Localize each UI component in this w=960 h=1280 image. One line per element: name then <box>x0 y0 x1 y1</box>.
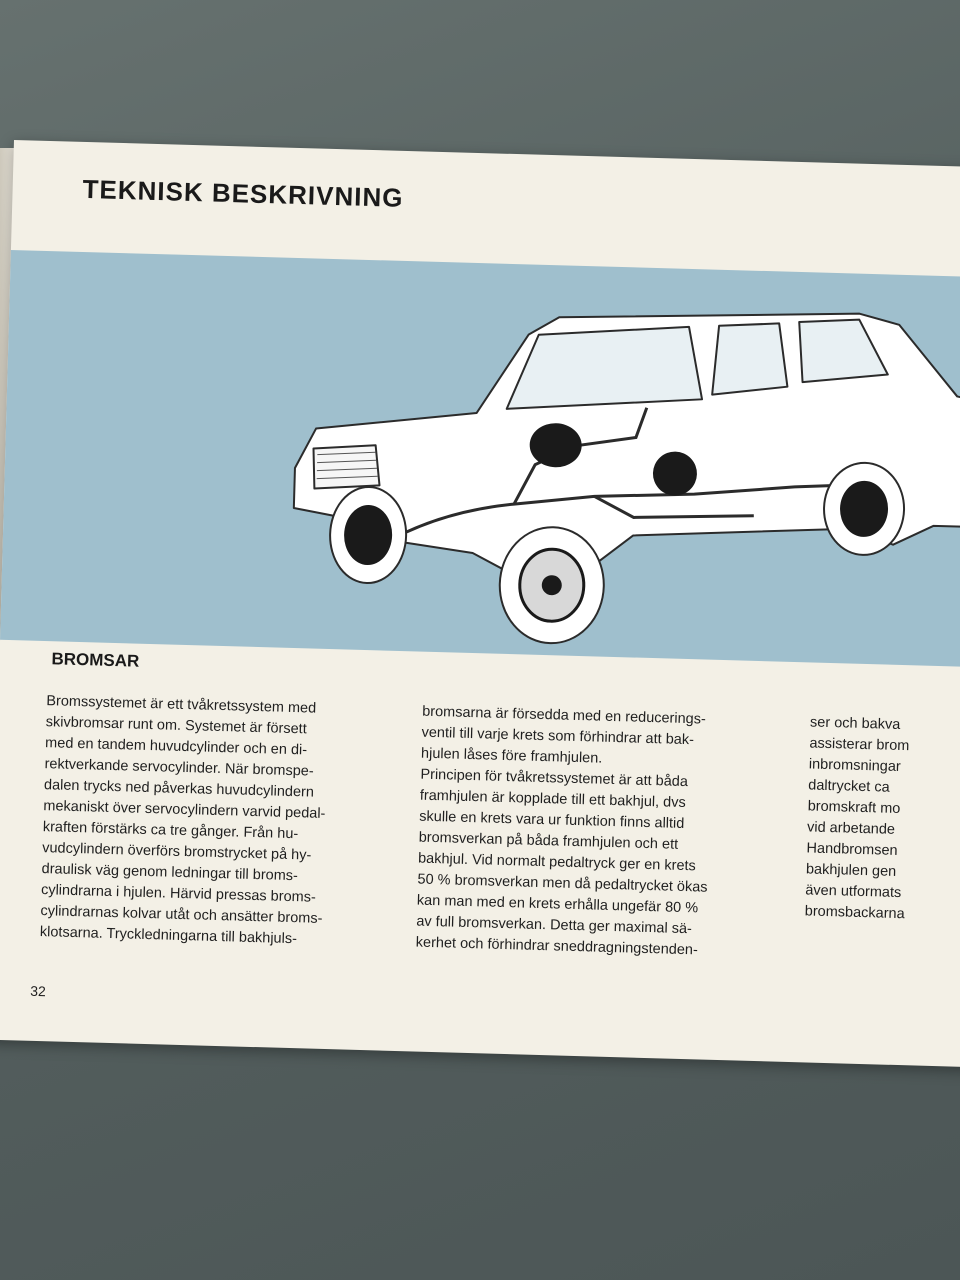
text-line: kraften förstärks ca tre gånger. Från hu- <box>42 819 299 843</box>
text-line: rektverkande servocylinder. När bromspe- <box>44 756 314 780</box>
booklet-page <box>0 140 960 1068</box>
text-line: kan man med en krets erhålla ungefär 80 % <box>416 892 699 917</box>
text-line: vudcylindern överförs bromstrycket på hy- <box>42 840 312 864</box>
car-brake-illustration <box>0 250 960 668</box>
text-line: Bromssystemet är ett tvåkretssystem med <box>46 693 317 717</box>
text-line: framhjulen är kopplade till ett bakhjul, dvs <box>419 787 686 812</box>
page-title: TEKNISK BESKRIVNING <box>82 173 404 213</box>
text-line: hjulen låses före framhjulen. <box>420 745 603 767</box>
text-line: skulle en krets vara ur funktion finns alltid <box>419 808 685 832</box>
text-line: bakhjulen gen <box>805 861 897 880</box>
text-line: bromsverkan på båda framhjulen och ett <box>418 829 679 853</box>
text-line: ser och bakva <box>809 714 901 733</box>
text-line: bromsarna är försedda med en reducerings- <box>421 703 707 728</box>
text-line: 50 % bromsverkan men då pedaltrycket ökas <box>417 871 708 896</box>
text-line: av full bromsverkan. Detta ger maximal sä- <box>416 913 693 938</box>
text-line: kerhet och förhindrar sneddragningstenden- <box>415 934 699 959</box>
text-line: Handbromsen <box>806 840 898 859</box>
text-line: med en tandem huvudcylinder och en di- <box>44 735 308 759</box>
text-line: bromskraft mo <box>807 798 901 818</box>
text-line: draulisk väg genom ledningar till broms- <box>41 861 299 885</box>
text-column-1 <box>40 691 329 951</box>
text-line: daltrycket ca <box>808 777 890 796</box>
text-column-2 <box>415 702 712 962</box>
car-drawing <box>0 250 960 668</box>
text-line: bakhjul. Vid normalt pedaltryck ger en krets <box>417 850 697 875</box>
text-line: bromsbackarna <box>804 903 905 923</box>
text-line: ventil till varje krets som förhindrar att bak- <box>421 724 695 749</box>
text-line: klotsarna. Tryckledningarna till bakhjuls- <box>39 924 298 948</box>
text-line: inbromsningar <box>808 756 901 776</box>
page-number: 32 <box>30 982 47 1000</box>
text-line: vid arbetande <box>806 819 896 838</box>
text-line: cylindrarnas kolvar utåt och ansätter broms- <box>40 903 323 927</box>
text-column-3 <box>804 712 910 925</box>
section-heading: BROMSAR <box>51 649 140 671</box>
text-line: även utformats <box>805 882 902 902</box>
text-line: skivbromsar runt om. Systemet är försett <box>45 714 307 738</box>
text-line: mekaniskt över servocylindern varvid pedal- <box>43 798 326 822</box>
text-line: cylindrarna i hjulen. Härvid pressas broms- <box>40 882 316 906</box>
text-line: assisterar brom <box>809 735 910 755</box>
text-line: Principen för tvåkretssystemet är att båda <box>420 766 689 791</box>
text-line: dalen trycks ned påverkas huvudcylindern <box>43 777 315 801</box>
